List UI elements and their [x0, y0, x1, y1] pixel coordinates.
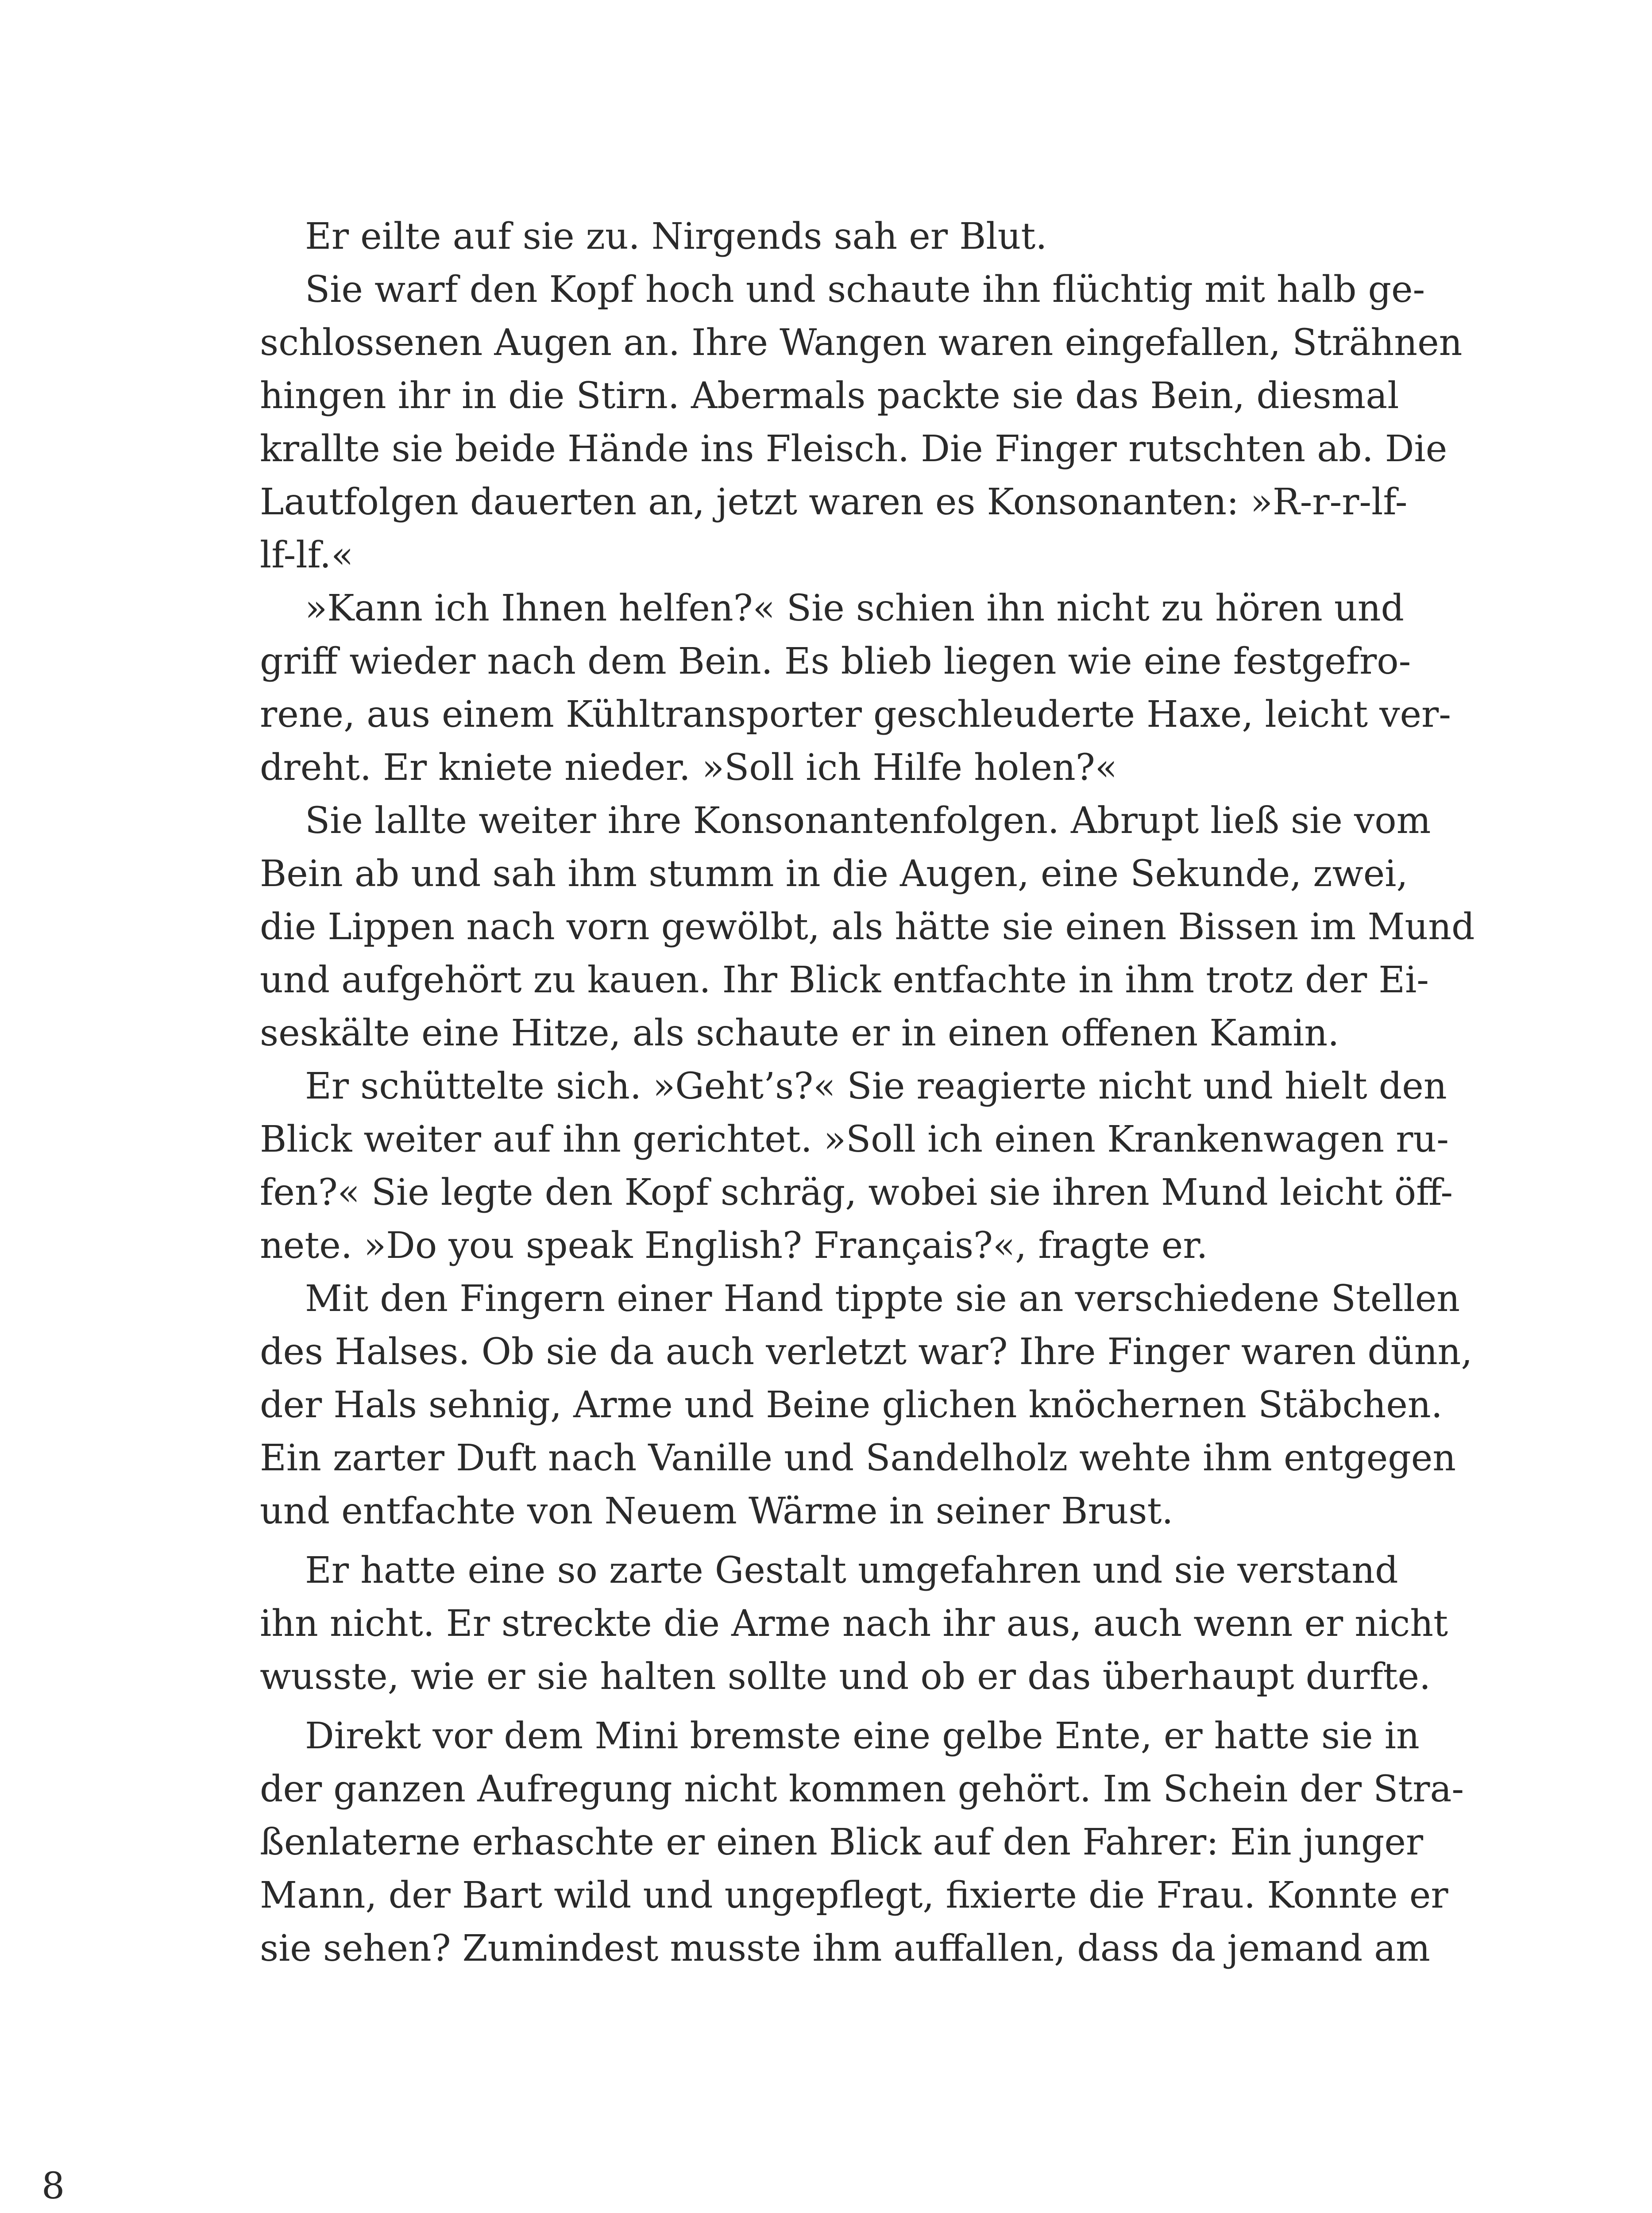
text-line: ßenlaterne erhaschte er einen Blick auf den Fahrer: Ein junger: [260, 1821, 1424, 1863]
paragraph: [260, 794, 1475, 1060]
paragraph: [260, 263, 1463, 582]
paragraph: [260, 582, 1451, 794]
text-line: Ein zarter Duft nach Vanille und Sandelholz wehte ihm entgegen: [260, 1437, 1456, 1479]
text-line: krallte sie beide Hände ins Fleisch. Die Finger rutschten ab. Die: [260, 428, 1447, 470]
text-line: Bein ab und sah ihm stumm in die Augen, eine Sekunde, zwei,: [260, 853, 1408, 895]
text-line: fen?« Sie legte den Kopf schräg, wobei sie ihren Mund leicht öff-: [260, 1172, 1453, 1214]
text-line: die Lippen nach vorn gewölbt, als hätte sie einen Bissen im Mund: [260, 906, 1475, 948]
text-line: griff wieder nach dem Bein. Es blieb liegen wie eine festgefro-: [260, 640, 1411, 682]
text-line: Sie warf den Kopf hoch und schaute ihn flüchtig mit halb ge-: [305, 269, 1425, 311]
text-line: rene, aus einem Kühltransporter geschleuderte Haxe, leicht ver-: [260, 694, 1451, 736]
text-line: Er schüttelte sich. »Geht’s?« Sie reagierte nicht und hielt den: [305, 1065, 1447, 1107]
text-line: der ganzen Aufregung nicht kommen gehört. Im Schein der Stra-: [260, 1768, 1464, 1810]
text-line: und aufgehört zu kauen. Ihr Blick entfachte in ihm trotz der Ei-: [260, 959, 1429, 1001]
text-line: Mit den Fingern einer Hand tippte sie an verschiedene Stellen: [305, 1278, 1460, 1320]
paragraph: [260, 1060, 1453, 1272]
text-line: lf-lf.«: [260, 534, 354, 576]
paragraph-spacer: [260, 1538, 1381, 1544]
text-line: ihn nicht. Er streckte die Arme nach ihr aus, auch wenn er nicht: [260, 1603, 1448, 1645]
text-line: »Kann ich Ihnen helfen?« Sie schien ihn nicht zu hören und: [305, 587, 1405, 629]
text-line: schlossenen Augen an. Ihre Wangen waren eingefallen, Strähnen: [260, 322, 1463, 364]
text-line: seskälte eine Hitze, als schaute er in einen offenen Kamin.: [260, 1012, 1339, 1054]
text-line: Er eilte auf sie zu. Nirgends sah er Blut.: [305, 216, 1047, 258]
text-line: nete. »Do you speak English? Français?«, fragte er.: [260, 1225, 1208, 1267]
page-number: 8: [42, 2165, 65, 2207]
text-line: dreht. Er kniete nieder. »Soll ich Hilfe holen?«: [260, 747, 1117, 789]
paragraph: [260, 1272, 1473, 1538]
body-text: [260, 210, 1475, 1975]
text-line: Mann, der Bart wild und ungepflegt, fixierte die Frau. Konnte er: [260, 1874, 1448, 1916]
paragraph: [260, 1710, 1464, 1975]
text-line: hingen ihr in die Stirn. Abermals packte sie das Bein, diesmal: [260, 375, 1399, 417]
text-line: der Hals sehnig, Arme und Beine glichen knöchernen Stäbchen.: [260, 1384, 1443, 1426]
text-line: sie sehen? Zumindest musste ihm auffallen, dass da jemand am: [260, 1928, 1430, 1970]
text-line: Sie lallte weiter ihre Konsonantenfolgen. Abrupt ließ sie vom: [305, 800, 1431, 842]
text-line: Direkt vor dem Mini bremste eine gelbe Ente, er hatte sie in: [305, 1715, 1420, 1757]
text-line: wusste, wie er sie halten sollte und ob er das überhaupt durfte.: [260, 1656, 1431, 1698]
text-line: Blick weiter auf ihn gerichtet. »Soll ich einen Krankenwagen ru-: [260, 1118, 1449, 1160]
paragraph: [260, 210, 1381, 263]
text-line: Er hatte eine so zarte Gestalt umgefahren und sie verstand: [305, 1550, 1398, 1592]
text-line: Lautfolgen dauerten an, jetzt waren es Konsonanten: »R-r-r-lf-: [260, 481, 1408, 523]
paragraph: [260, 1544, 1448, 1704]
paragraph-spacer: [260, 1704, 1381, 1710]
text-line: des Halses. Ob sie da auch verletzt war? Ihre Finger waren dünn,: [260, 1331, 1473, 1373]
text-line: und entfachte von Neuem Wärme in seiner Brust.: [260, 1490, 1173, 1532]
